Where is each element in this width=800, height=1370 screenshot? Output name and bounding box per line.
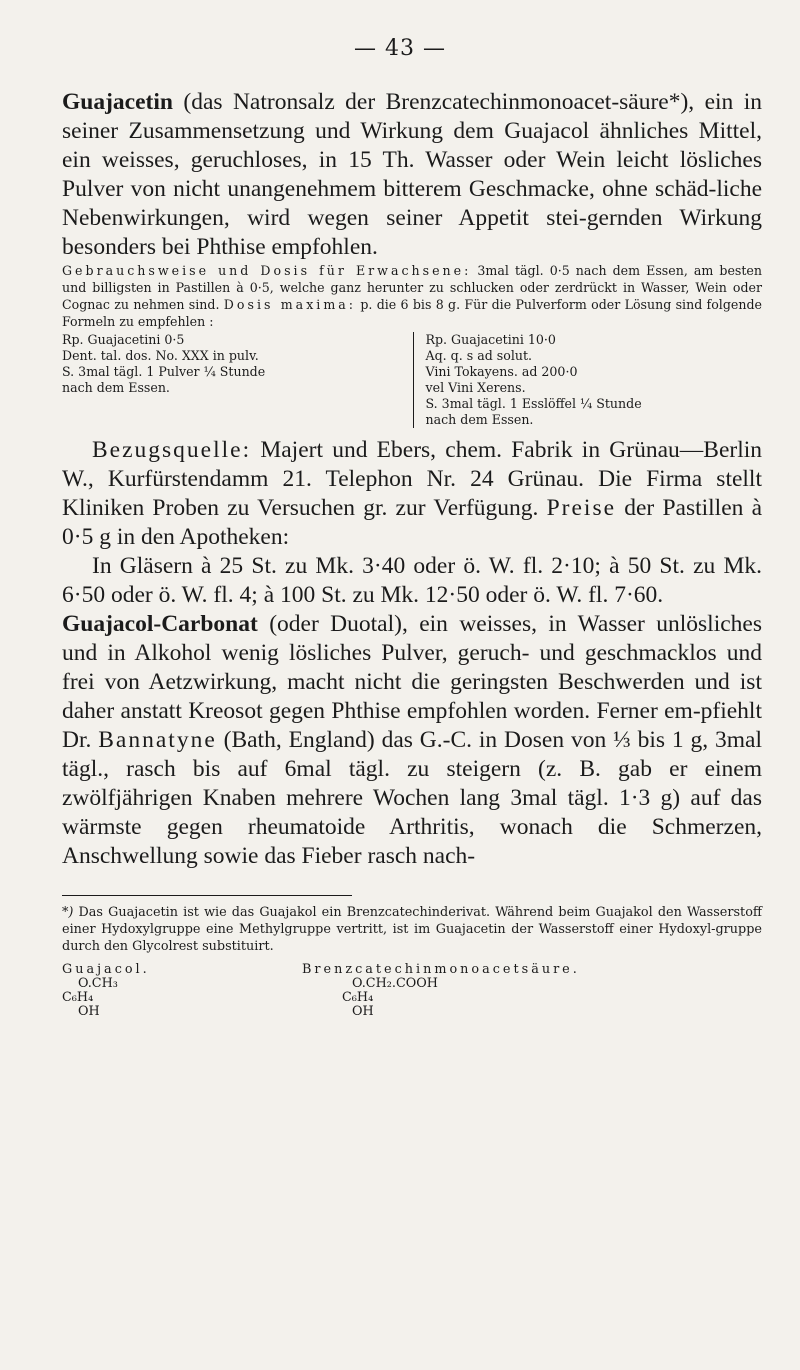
formula-left-ring: C₆H₄ [62, 990, 94, 1005]
guajacol-text-1: (oder Duotal), ein weisses, in Wasser unlösliches und in Alkohol wenig lösliches Pulver, geruch- und geschmacklos und frei von Aetzwirkung, macht nicht die geringsten Beschwerden und ist daher anstatt Kreosot gegen Phthise empfohlen worden. Ferner em-pfiehlt Dr. [62, 611, 763, 753]
prescription-solution [413, 332, 763, 428]
main-text [62, 88, 762, 1019]
formula-left-bottom: OH [78, 1004, 100, 1019]
footnote-divider [62, 895, 352, 896]
dosage-text-2: p. die 6 bis 8 g. Für die Pulverform oder Lösung sind folgende Formeln zu empfehlen : [62, 297, 762, 329]
rx-left-line: Dent. tal. dos. No. XXX in pulv. [62, 348, 259, 363]
guajacetin-intro: (das Natronsalz der Brenzcatechinmonoacet-säure*), ein in seiner Zusammensetzung und Wirkung dem Guajacol ähnliches Mittel, ein weisses, geruchloses, in 15 Th. Wasser oder Wein leicht lösliches Pulver von nicht unangenehmem bitterem Geschmacke, ohne schäd-liche Nebenwirkungen, wird wegen seiner Appetit stei-gernden Wirkung besonders bei Phthise empfohlen. [62, 89, 762, 260]
guajacol-carbonat-paragraph [62, 610, 762, 871]
source-label: Bezugsquelle: [92, 437, 252, 463]
price-details: In Gläsern à 25 St. zu Mk. 3·40 oder ö. W. fl. 2·10; à 50 St. zu Mk. 6·50 oder ö. W. fl. 4; à 100 St. zu Mk. 12·50 oder ö. W. fl. 7·60. [62, 553, 762, 608]
formula-right-name: Brenzcatechinmonoacetsäure. [302, 962, 580, 977]
rx-right-line: vel Vini Xerens. [425, 380, 526, 395]
price-text: der Pastillen à 0·5 g in den Apotheken: [62, 495, 763, 550]
formula-brenzcatechin [302, 963, 762, 1019]
dosage-label: Gebrauchsweise und Dosis für Erwachsene: [62, 263, 472, 278]
guajacetin-paragraph [62, 88, 762, 262]
footnote [62, 904, 762, 955]
dosis-maxima-label: Dosis maxima: [223, 297, 357, 312]
rx-right-line: nach dem Essen. [425, 412, 534, 427]
footnote-text: Das Guajacetin ist wie das Guajakol ein Brenzcatechinderivat. Während beim Guajakol den Wasserstoff einer Hydoxylgruppe eine Methylgruppe vertritt, ist im Guajacetin der Wasserstoff einer Hydoxyl-gruppe durch den Glycolrest substituirt. [62, 905, 762, 954]
rx-right-line: Vini Tokayens. ad 200·0 [425, 364, 578, 379]
rx-right-line: Aq. q. s ad solut. [425, 348, 533, 363]
formula-left-name: Guajacol. [62, 962, 150, 977]
page-number: — 43 — [354, 36, 446, 61]
chemical-formulas [62, 963, 762, 1019]
rx-right-line: S. 3mal tägl. 1 Esslöffel ¼ Stunde [425, 396, 642, 411]
footnote-marker: *) [62, 905, 74, 920]
formula-right-bottom: OH [352, 1004, 374, 1019]
source-paragraph [62, 436, 762, 552]
prescription-powder [62, 332, 413, 428]
formula-right-top: O.CH₂.COOH [352, 976, 438, 991]
rx-right-line: Rp. Guajacetini 10·0 [425, 332, 556, 347]
rx-left-line: S. 3mal tägl. 1 Pulver ¼ Stunde [62, 364, 266, 379]
rx-left-line: nach dem Essen. [62, 380, 170, 395]
guajacol-carbonat-title: Guajacol-Carbonat [62, 611, 258, 637]
dosage-text-1: 3mal tägl. 0·5 nach dem Essen, am besten und billigsten in Pastillen à 0·5, welche ganz herunter zu schlucken oder zerdrückt in Wasser, Wein oder Cognac zu nehmen sind. [62, 263, 762, 312]
price-label: Preise [546, 495, 617, 521]
source-text: Majert und Ebers, chem. Fabrik in Grünau—Berlin W., Kurfürstendamm 21. Telephon Nr. 24 Grünau. Die Firma stellt Kliniken Proben zu Versuchen gr. zur Verfügung. [62, 437, 763, 521]
person-name: Bannatyne [98, 727, 217, 753]
prescription-table [62, 332, 762, 428]
guajacol-text-2: (Bath, England) das G.-C. in Dosen von ⅓ bis 1 g, 3mal tägl., rasch bis auf 6mal tägl. zu steigern (z. B. gab er einem zwölfjährigen Knaben mehrere Wochen lang 3mal tägl. 1·3 g) auf das wärmste gegen rheumatoide Arthritis, wonach die Schmerzen, Anschwellung sowie das Fieber rasch nach- [62, 727, 762, 869]
dosage-paragraph [62, 262, 762, 330]
rx-left-line: Rp. Guajacetini 0·5 [62, 332, 185, 347]
formula-left-top: O.CH₃ [78, 976, 118, 991]
guajacetin-title: Guajacetin [62, 89, 173, 115]
formula-guajacol [62, 963, 302, 1019]
formula-right-ring: C₆H₄ [342, 990, 374, 1005]
